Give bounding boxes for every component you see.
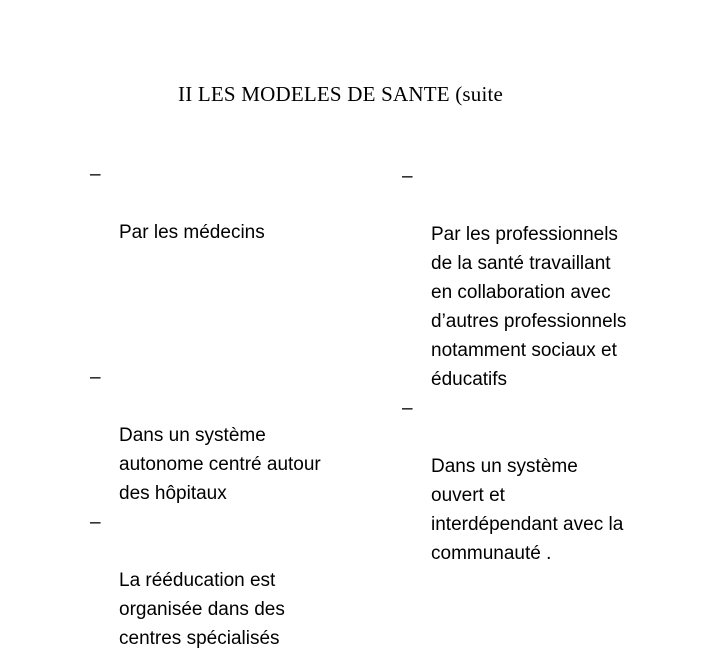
right-item-2-text: Dans un système ouvert et interdépendant avec la communauté .	[431, 456, 624, 564]
column-spacer	[90, 247, 370, 363]
left-item-3-text: La rééducation est organisée dans des centres spécialisés	[119, 570, 285, 649]
slide-title: II LES MODELES DE SANTE (suite	[178, 82, 504, 106]
bullet-dash: –	[90, 164, 101, 185]
right-column	[402, 162, 702, 568]
left-item-1-text: Par les médecins	[119, 222, 265, 243]
left-item-3	[90, 508, 370, 653]
left-column	[90, 160, 370, 653]
right-item-2	[402, 394, 702, 568]
left-item-1	[90, 160, 370, 247]
bullet-dash: –	[402, 166, 413, 187]
right-item-1-text: Par les professionnels de la santé travaillant en collaboration avec d’autres professionnels notamment sociaux et éducatifs	[431, 224, 627, 390]
bullet-dash: –	[90, 512, 101, 533]
left-item-2-text: Dans un système autonome centré autour des hôpitaux	[119, 425, 321, 504]
bullet-dash: –	[402, 398, 413, 419]
bullet-dash: –	[90, 367, 101, 388]
right-item-1	[402, 162, 702, 394]
left-item-2	[90, 363, 370, 508]
